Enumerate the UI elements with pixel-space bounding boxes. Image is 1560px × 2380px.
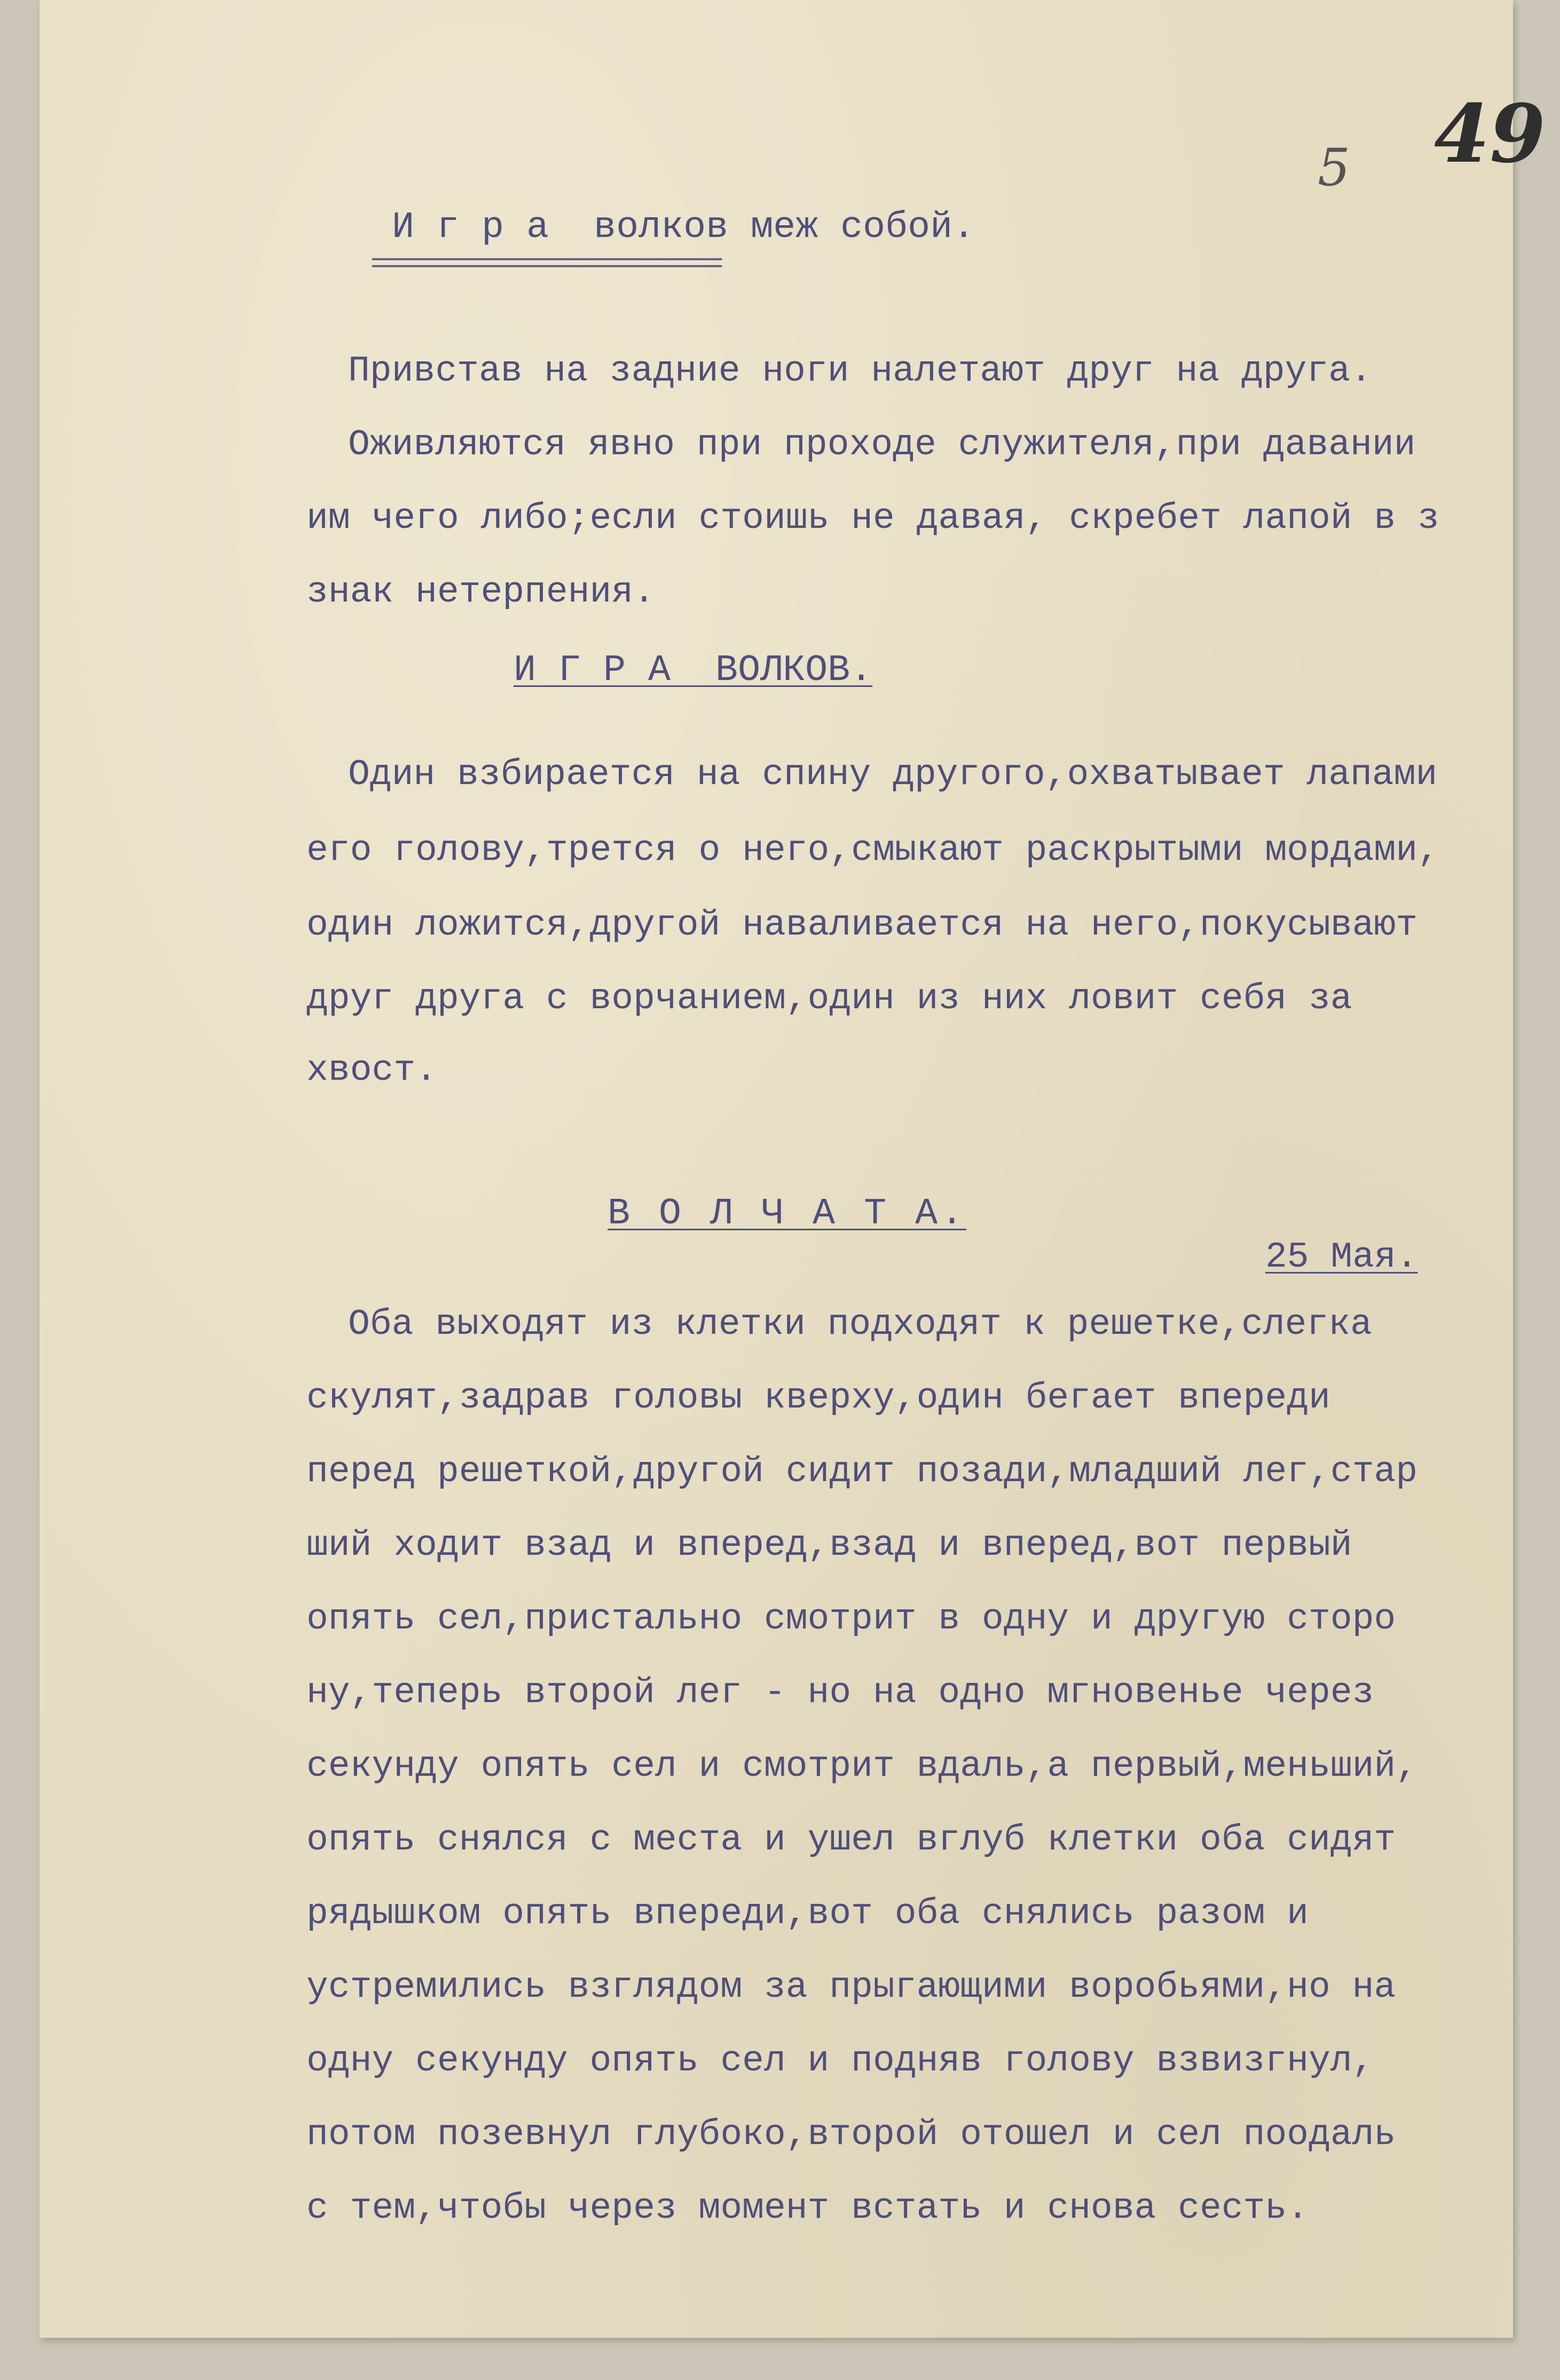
- section2-line: один ложится,другой наваливается на него,покусывают: [306, 905, 1418, 946]
- section1-line: им чего либо;если стоишь не давая, скребет лапой в з: [306, 498, 1439, 539]
- section3-line: потом позевнул глубоко,второй отошел и сел поодаль: [306, 2114, 1396, 2155]
- section3-line: рядышком опять впереди,вот оба снялись разом и: [306, 1893, 1309, 1934]
- section3-line: Оба выходят из клетки подходят к решетке,слегка: [348, 1304, 1372, 1345]
- section1-title-underline: ==========================: [371, 249, 721, 280]
- section3-line: ну,теперь второй лег - но на одно мгновенье через: [306, 1672, 1374, 1713]
- section2-line: друг друга с ворчанием,один из них ловит себя за: [306, 978, 1352, 1019]
- section3-line: с тем,чтобы через момент встать и снова сесть.: [306, 2188, 1309, 2229]
- section2-line: Один взбирается на спину другого,охватывает лапами: [348, 754, 1438, 795]
- section3-line: опять сел,пристально смотрит в одну и другую сторо: [306, 1599, 1396, 1640]
- section3-title: В О Л Ч А Т А.: [608, 1193, 967, 1235]
- section3-line: скулят,задрав головы кверху,один бегает впереди: [306, 1378, 1330, 1419]
- section3-date: 25 Мая.: [1265, 1237, 1418, 1278]
- typed-page: [40, 0, 1546, 2338]
- section1-title: И г р а волков меж собой.: [392, 207, 975, 249]
- section1-line: Привстав на задние ноги налетают друг на друга.: [348, 351, 1372, 392]
- section3-line: перед решеткой,другой сидит позади,младший лег,стар: [306, 1451, 1418, 1492]
- section3-line: секунду опять сел и смотрит вдаль,а первый,меньший,: [306, 1746, 1418, 1787]
- section1-line: Оживляются явно при проходе служителя,при давании: [348, 424, 1416, 465]
- section3-line: одну секунду опять сел и подняв голову взвизгнул,: [306, 2041, 1374, 2082]
- folio-number-left: 5: [1318, 138, 1351, 197]
- section2-line: хвост.: [306, 1050, 437, 1091]
- folio-number-right: 49: [1434, 87, 1546, 181]
- section1-line: знак нетерпения.: [306, 572, 655, 613]
- section3-line: устремились взглядом за прыгающими воробьями,но на: [306, 1967, 1396, 2008]
- section3-line: опять снялся с места и ушел вглуб клетки оба сидят: [306, 1820, 1396, 1861]
- section2-title: И Г Р А ВОЛКОВ.: [514, 650, 873, 692]
- section3-line: ший ходит взад и вперед,взад и вперед,вот первый: [306, 1525, 1352, 1566]
- section2-line: его голову,трется о него,смыкают раскрытыми мордами,: [306, 830, 1439, 871]
